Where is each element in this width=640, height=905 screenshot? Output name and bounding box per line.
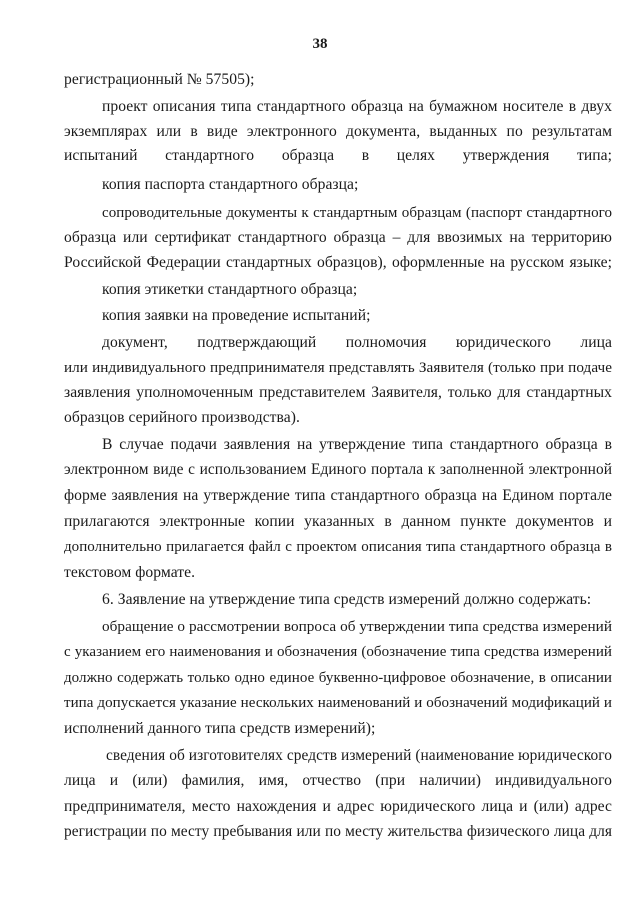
text-line: типа допускается указание нескольких наименований и обозначений модификаций и [64, 695, 612, 711]
text-line: копия этикетки стандартного образца; [102, 281, 358, 298]
text-line: сопроводительные документы к стандартным образцам (паспорт стандартного [102, 205, 612, 221]
text-line: форме заявления на утверждение типа стандартного образца на Едином портале [64, 487, 612, 504]
text-line: дополнительно прилагается файл с проектом описания типа стандартного образца в [64, 539, 612, 555]
text-line: обращение о рассмотрении вопроса об утверждении типа средства измерений [102, 618, 612, 635]
page-number: 38 [312, 36, 328, 52]
text-line: 6. Заявление на утверждение типа средств измерений должно содержать: [102, 591, 592, 608]
text-line: прилагаются электронные копии указанных в данном пункте документов и [64, 513, 612, 530]
text-line: лица и (или) фамилия, имя, отчество (при наличии) индивидуального [64, 772, 612, 789]
text-line: документ, подтверждающий полномочия юридического лица [102, 334, 612, 351]
text-line: текстовом формате. [64, 564, 196, 581]
text-line: экземплярах или в виде электронного документа, выданных по результатам [64, 123, 612, 140]
text-line: или индивидуального предпринимателя представлять Заявителя (только при подаче [64, 359, 612, 376]
text-line: с указанием его наименования и обозначения (обозначение типа средства измерений [64, 644, 612, 660]
text-line: Российской Федерации стандартных образцов), оформленные на русском языке; [64, 254, 612, 271]
text-line: должно содержать только одно единое буквенно-цифровое обозначение, в описании [64, 670, 612, 686]
text-line: заявления уполномоченным представителем Заявителя, только для стандартных [64, 384, 612, 401]
text-line: образца или сертификат стандартного образца – для ввозимых на территорию [64, 229, 612, 246]
text-line: образцов серийного производства). [64, 409, 300, 426]
text-line: испытаний стандартного образца в целях утверждения типа; [64, 147, 612, 164]
text-line: сведения об изготовителях средств измерений (наименование юридического [106, 747, 612, 764]
text-line: предпринимателя, место нахождения и адрес юридического лица и (или) адрес [64, 798, 612, 815]
text-line: копия паспорта стандартного образца; [102, 176, 359, 193]
text-line: регистрации по месту пребывания или по месту жительства физического лица для [64, 823, 612, 840]
text-line: копия заявки на проведение испытаний; [102, 307, 371, 324]
text-line: исполнений данного типа средств измерений); [64, 720, 376, 737]
text-line: проект описания типа стандартного образца на бумажном носителе в двух [102, 98, 612, 115]
text-line: электронном виде с использованием Единого портала к заполненной электронной [64, 461, 612, 478]
text-line: регистрационный № 57505); [64, 71, 255, 88]
text-line: В случае подачи заявления на утверждение типа стандартного образца в [102, 436, 612, 453]
